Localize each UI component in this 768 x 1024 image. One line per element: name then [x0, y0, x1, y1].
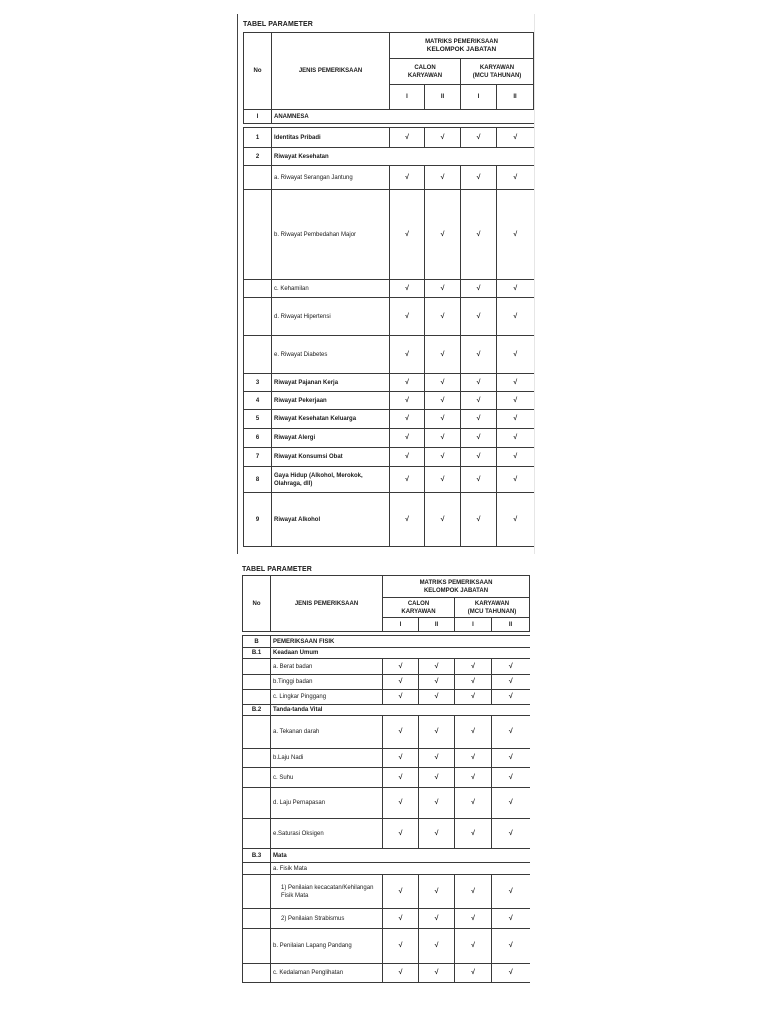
check-mark-icon: √	[461, 336, 497, 374]
check-mark-icon: √	[390, 374, 425, 392]
check-mark-icon: √	[383, 819, 419, 849]
table-row	[244, 429, 534, 448]
row-no: B.1	[243, 648, 271, 659]
row-no	[243, 875, 271, 909]
check-mark-icon: √	[461, 392, 497, 410]
row-no: 8	[244, 467, 272, 493]
check-mark-icon: √	[461, 410, 497, 429]
row-no	[244, 190, 272, 280]
check-mark-icon: √	[425, 190, 461, 280]
check-mark-icon: √	[419, 929, 455, 964]
row-no	[243, 659, 271, 675]
table-row	[244, 410, 534, 429]
table-row	[244, 374, 534, 392]
check-mark-icon: √	[455, 690, 492, 705]
table-row	[243, 659, 530, 675]
table-row	[243, 749, 530, 768]
check-mark-icon: √	[497, 190, 534, 280]
table-row	[243, 648, 530, 659]
header-col-ii: II	[425, 85, 461, 110]
check-mark-icon: √	[497, 493, 534, 547]
check-mark-icon: √	[425, 336, 461, 374]
row-no	[243, 929, 271, 964]
row-no: 9	[244, 493, 272, 547]
table-row	[244, 190, 534, 280]
table-row	[244, 148, 534, 166]
section-label: ANAMNESA	[272, 110, 534, 124]
row-label: d. Riwayat Hipertensi	[272, 298, 390, 336]
check-mark-icon: √	[492, 675, 530, 690]
check-mark-icon: √	[497, 166, 534, 190]
check-mark-icon: √	[425, 374, 461, 392]
check-mark-icon: √	[455, 819, 492, 849]
header-col-i: I	[390, 85, 425, 110]
check-mark-icon: √	[455, 749, 492, 768]
row-label: e. Riwayat Diabetes	[272, 336, 390, 374]
table-row	[244, 166, 534, 190]
header-karyawan-line2: (MCU TAHUNAN)	[467, 608, 517, 615]
row-label: a. Riwayat Serangan Jantung	[272, 166, 390, 190]
table-row	[244, 298, 534, 336]
table-title: TABEL PARAMETER	[242, 566, 312, 573]
check-mark-icon: √	[461, 448, 497, 467]
row-label: b.Tinggi badan	[271, 675, 383, 690]
check-mark-icon: √	[492, 929, 530, 964]
row-no: 5	[244, 410, 272, 429]
row-label: a. Tekanan darah	[271, 716, 383, 749]
check-mark-icon: √	[383, 659, 419, 675]
check-mark-icon: √	[425, 392, 461, 410]
row-label: Riwayat Alkohol	[272, 493, 390, 547]
check-mark-icon: √	[425, 493, 461, 547]
check-mark-icon: √	[390, 392, 425, 410]
check-mark-icon: √	[455, 788, 492, 819]
table-row	[244, 280, 534, 298]
row-label: c. Kedalaman Penglihatan	[271, 964, 383, 983]
table-row	[244, 448, 534, 467]
header-calon-line1: CALON	[407, 600, 430, 607]
check-mark-icon: √	[497, 410, 534, 429]
header-matriks-line1: MATRIKS PEMERIKSAAN	[419, 579, 493, 586]
header-calon-line2: KARYAWAN	[401, 608, 436, 615]
check-mark-icon: √	[419, 690, 455, 705]
check-mark-icon: √	[492, 875, 530, 909]
row-label: 2) Penilaian Strabismus	[271, 909, 383, 929]
header-col-ii: II	[492, 618, 530, 632]
row-label: b.Laju Nadi	[271, 749, 383, 768]
row-label: a. Berat badan	[271, 659, 383, 675]
row-label: Keadaan Umum	[271, 648, 530, 659]
header-karyawan-line2: (MCU TAHUNAN)	[472, 72, 522, 79]
header-no: No	[243, 576, 271, 632]
page2-rows	[243, 648, 530, 983]
row-label: Gaya Hidup (Alkohol, Merokok, Olahraga, dll)	[272, 467, 390, 493]
row-no: B.2	[243, 705, 271, 716]
check-mark-icon: √	[492, 788, 530, 819]
check-mark-icon: √	[461, 166, 497, 190]
row-no: 7	[244, 448, 272, 467]
check-mark-icon: √	[383, 768, 419, 788]
row-label: 1) Penilaian kecacatan/Kehilangan Fisik Mata	[271, 875, 383, 909]
row-label: Riwayat Pajanan Kerja	[272, 374, 390, 392]
check-mark-icon: √	[497, 280, 534, 298]
row-label: Riwayat Kesehatan Keluarga	[272, 410, 390, 429]
table-row	[243, 768, 530, 788]
table-row	[243, 819, 530, 849]
check-mark-icon: √	[383, 909, 419, 929]
check-mark-icon: √	[425, 467, 461, 493]
row-no	[243, 716, 271, 749]
row-no	[243, 768, 271, 788]
check-mark-icon: √	[419, 675, 455, 690]
row-label: Tanda-tanda Vital	[271, 705, 530, 716]
row-no	[243, 690, 271, 705]
check-mark-icon: √	[383, 929, 419, 964]
table-row	[243, 964, 530, 983]
check-mark-icon: √	[461, 298, 497, 336]
header-calon	[390, 59, 461, 85]
check-mark-icon: √	[419, 768, 455, 788]
header-col-i: I	[461, 85, 497, 110]
check-mark-icon: √	[497, 467, 534, 493]
header-matriks	[390, 33, 534, 59]
check-mark-icon: √	[492, 659, 530, 675]
table-row	[243, 705, 530, 716]
check-mark-icon: √	[492, 819, 530, 849]
row-no	[243, 819, 271, 849]
check-mark-icon: √	[383, 788, 419, 819]
check-mark-icon: √	[461, 429, 497, 448]
table-row	[244, 493, 534, 547]
row-no	[244, 280, 272, 298]
check-mark-icon: √	[419, 749, 455, 768]
table-row	[243, 788, 530, 819]
check-mark-icon: √	[455, 875, 492, 909]
check-mark-icon: √	[497, 429, 534, 448]
check-mark-icon: √	[390, 410, 425, 429]
section-label: PEMERIKSAAN FISIK	[271, 636, 530, 648]
row-label: Riwayat Kesehatan	[272, 148, 534, 166]
row-label: c. Suhu	[271, 768, 383, 788]
header-jenis: JENIS PEMERIKSAAN	[272, 33, 390, 110]
check-mark-icon: √	[390, 336, 425, 374]
check-mark-icon: √	[455, 768, 492, 788]
check-mark-icon: √	[492, 768, 530, 788]
page1-rows	[244, 128, 534, 547]
document-page-2	[240, 565, 530, 997]
row-no: 1	[244, 128, 272, 148]
check-mark-icon: √	[383, 716, 419, 749]
row-label: b. Penilaian Lapang Pandang	[271, 929, 383, 964]
parameter-table-anamnesa	[243, 32, 534, 547]
check-mark-icon: √	[425, 429, 461, 448]
section-no: B	[243, 636, 271, 648]
check-mark-icon: √	[419, 819, 455, 849]
section-no: I	[244, 110, 272, 124]
check-mark-icon: √	[419, 964, 455, 983]
row-no	[244, 298, 272, 336]
check-mark-icon: √	[461, 128, 497, 148]
check-mark-icon: √	[390, 128, 425, 148]
check-mark-icon: √	[461, 493, 497, 547]
row-label: e.Saturasi Oksigen	[271, 819, 383, 849]
table-row	[243, 690, 530, 705]
header-matriks-line2: KELOMPOK JABATAN	[426, 45, 497, 53]
check-mark-icon: √	[419, 875, 455, 909]
check-mark-icon: √	[455, 659, 492, 675]
check-mark-icon: √	[419, 788, 455, 819]
header-col-ii: II	[419, 618, 455, 632]
table-row	[243, 675, 530, 690]
check-mark-icon: √	[383, 675, 419, 690]
table-title: TABEL PARAMETER	[243, 21, 313, 28]
check-mark-icon: √	[425, 166, 461, 190]
check-mark-icon: √	[461, 190, 497, 280]
header-calon-line1: CALON	[414, 64, 436, 71]
header-col-i: I	[455, 618, 492, 632]
check-mark-icon: √	[390, 280, 425, 298]
check-mark-icon: √	[492, 749, 530, 768]
header-col-ii: II	[497, 85, 534, 110]
check-mark-icon: √	[455, 675, 492, 690]
check-mark-icon: √	[497, 392, 534, 410]
check-mark-icon: √	[455, 929, 492, 964]
row-label: b. Riwayat Pembedahan Major	[272, 190, 390, 280]
header-jenis: JENIS PEMERIKSAAN	[271, 576, 383, 632]
table-row	[243, 929, 530, 964]
row-label: Riwayat Pekerjaan	[272, 392, 390, 410]
row-no: 2	[244, 148, 272, 166]
check-mark-icon: √	[383, 690, 419, 705]
check-mark-icon: √	[390, 448, 425, 467]
check-mark-icon: √	[455, 964, 492, 983]
check-mark-icon: √	[390, 298, 425, 336]
row-no	[243, 964, 271, 983]
row-no: 3	[244, 374, 272, 392]
check-mark-icon: √	[497, 448, 534, 467]
row-label: d. Laju Pernapasan	[271, 788, 383, 819]
header-matriks-line2: KELOMPOK JABATAN	[423, 587, 489, 594]
parameter-table-fisik	[242, 575, 530, 983]
header-matriks-line1: MATRIKS PEMERIKSAAN	[425, 38, 498, 45]
row-no	[243, 788, 271, 819]
row-label: Riwayat Konsumsi Obat	[272, 448, 390, 467]
row-no	[244, 336, 272, 374]
check-mark-icon: √	[461, 374, 497, 392]
row-no	[243, 675, 271, 690]
table-row	[244, 128, 534, 148]
check-mark-icon: √	[390, 166, 425, 190]
check-mark-icon: √	[455, 909, 492, 929]
check-mark-icon: √	[383, 964, 419, 983]
check-mark-icon: √	[383, 875, 419, 909]
check-mark-icon: √	[425, 298, 461, 336]
check-mark-icon: √	[492, 964, 530, 983]
row-label: c. Lingkar Pinggang	[271, 690, 383, 705]
check-mark-icon: √	[492, 690, 530, 705]
check-mark-icon: √	[425, 410, 461, 429]
check-mark-icon: √	[390, 493, 425, 547]
check-mark-icon: √	[390, 429, 425, 448]
check-mark-icon: √	[383, 749, 419, 768]
check-mark-icon: √	[497, 298, 534, 336]
table-row	[244, 392, 534, 410]
check-mark-icon: √	[492, 909, 530, 929]
check-mark-icon: √	[390, 467, 425, 493]
row-no	[243, 909, 271, 929]
check-mark-icon: √	[425, 448, 461, 467]
check-mark-icon: √	[390, 190, 425, 280]
row-label: a. Fisik Mata	[271, 863, 530, 875]
check-mark-icon: √	[455, 716, 492, 749]
row-label: c. Kehamilan	[272, 280, 390, 298]
header-calon	[383, 598, 455, 618]
header-no: No	[244, 33, 272, 110]
header-karyawan	[461, 59, 534, 85]
table-row	[243, 863, 530, 875]
check-mark-icon: √	[419, 909, 455, 929]
check-mark-icon: √	[419, 716, 455, 749]
table-row	[243, 875, 530, 909]
header-calon-line2: KARYAWAN	[407, 72, 443, 79]
header-karyawan-line1: KARYAWAN	[479, 64, 515, 71]
check-mark-icon: √	[492, 716, 530, 749]
check-mark-icon: √	[461, 467, 497, 493]
check-mark-icon: √	[461, 280, 497, 298]
check-mark-icon: √	[425, 128, 461, 148]
check-mark-icon: √	[419, 659, 455, 675]
table-row	[244, 467, 534, 493]
row-label: Identitas Pribadi	[272, 128, 390, 148]
header-col-i: I	[383, 618, 419, 632]
row-no: B.3	[243, 849, 271, 863]
table-row	[243, 909, 530, 929]
row-no	[243, 863, 271, 875]
row-no: 6	[244, 429, 272, 448]
check-mark-icon: √	[497, 374, 534, 392]
row-label: Mata	[271, 849, 530, 863]
row-no	[244, 166, 272, 190]
header-matriks	[383, 576, 530, 598]
page-edge-line	[237, 14, 238, 554]
row-no	[243, 749, 271, 768]
check-mark-icon: √	[497, 336, 534, 374]
table-row	[244, 336, 534, 374]
check-mark-icon: √	[497, 128, 534, 148]
header-karyawan	[455, 598, 530, 618]
check-mark-icon: √	[425, 280, 461, 298]
row-label: Riwayat Alergi	[272, 429, 390, 448]
table-row	[243, 716, 530, 749]
header-karyawan-line1: KARYAWAN	[474, 600, 510, 607]
table-row	[243, 849, 530, 863]
row-no: 4	[244, 392, 272, 410]
document-page-1	[237, 14, 535, 554]
